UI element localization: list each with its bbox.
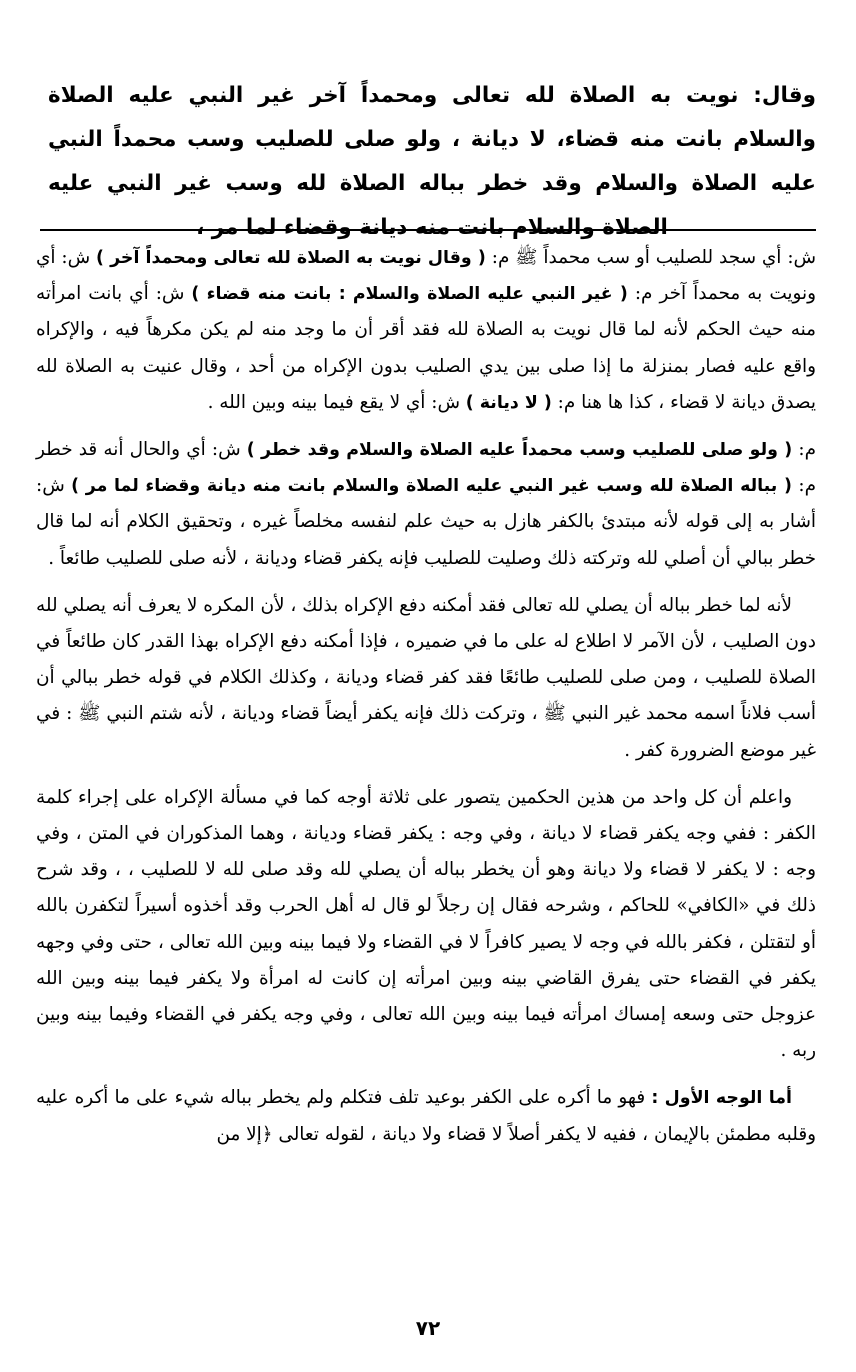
commentary-paragraph-2: م: ( ولو صلى للصليب وسب محمداً عليه الصلاة والسلام وقد خطر ) ش: أي والحال أنه قد خطر م: ( بباله الصلاة لله وسب غير النبي عليه الصلاة والسلام بانت منه ديانة وقضاء لما مر ) ش: أشار به إلى قوله لأنه مبتدئ بالكفر هازل به حيث علم لنفسه مخلصاً غيره ، وتحقيق الكلام أنه لما قال خطر ببالي أن أصلي لله وتركته ذلك وصليت للصليب فإنه يكفر قضاء وديانة ، لأنه صلى للصليب طائعاً . [36, 439, 816, 569]
matn-text: وقال: نويت به الصلاة لله تعالى ومحمداً آخر غير النبي عليه الصلاة والسلام بانت منه قضاء، لا ديانة ، ولو صلى للصليب وسب محمداً النبي عليه الصلاة والسلام وقد خطر بباله الصلاة لله وسب غير النبي عليه الصلاة والسلام بانت منه ديانة وقضاء لما مر ، [48, 83, 816, 240]
commentary-paragraph-3: لأنه لما خطر بباله أن يصلي لله تعالى فقد أمكنه دفع الإكراه بذلك ، لأن المكره لا يعرف أنه يصلي لله دون الصليب ، لأن الآمر لا اطلاع له على ما في ضميره ، فإذا أمكنه دفع الإكراه بهذا القدر كان طائعاً في الصلاة للصليب ، ومن صلى للصليب طائعًا فقد كفر قضاء وديانة ، وكذلك الكلام في قوله خطر ببالي أن أسب فلاناً اسمه محمد غير النبي ﷺ ، وتركت ذلك فإنه يكفر أيضاً قضاء وديانة ، لأنه شتم النبي ﷺ : في غير موضع الضرورة كفر . [36, 594, 816, 761]
commentary-paragraph-1: ش: أي سجد للصليب أو سب محمداً ﷺ م: ( وقال نويت به الصلاة لله تعالى ومحمداً آخر ) ش: أي ونويت به محمداً آخر م: ( غير النبي عليه الصلاة والسلام : بانت منه قضاء ) ش: أي بانت امرأته منه حيث الحكم لأنه لما قال نويت به الصلاة لله فقد أقر أن ما وجد منه لم يكن مكرهاً فيه ، والإكراه واقع عليه فصار بمنزلة ما إذا صلى بين يدي الصليب بدون الإكراه من أحد ، وقال عنيت به الصلاة لله يصدق ديانة لا قضاء ، كذا ها هنا م: ( لا ديانة ) ش: أي لا يقع فيما بينه وبين الله . [36, 247, 816, 413]
commentary-paragraph-4: واعلم أن كل واحد من هذين الحكمين يتصور على ثلاثة أوجه كما في مسألة الإكراه على إجراء كلمة الكفر : ففي وجه يكفر قضاء لا ديانة ، وفي وجه : يكفر قضاء وديانة ، وهما المذكوران في المتن ، وفي وجه : لا يكفر لا قضاء ولا ديانة وهو أن يخطر بباله أن يصلي لله وقد صلى لله لا للصليب ، ، وقد شرح ذلك في «الكافي» للحاكم ، وشرحه فقال إن رجلاً لو قال له أهل الحرب وقد أخذوه أسيراً لتكفرن بالله أو لتقتلن ، فكفر بالله في وجه لا يصير كافراً لا في القضاء ولا فيما بينه وبين الله تعالى ، حتى وفي وجهه يكفر في القضاء حتى يفرق القاضي بينه وبين امرأته إن كانت له امرأة ولا يكفر فيما بينه وبين الله عزوجل حتى وسعه إمساك امرأته فيما بينه وبين الله تعالى ، وفي وجه يكفر في القضاء وفيما بينه وبين ربه . [36, 786, 816, 1062]
commentary-paragraph-5: أما الوجه الأول : فهو ما أكره على الكفر بوعيد تلف فتكلم ولم يخطر بباله شيء على ما أكره عليه وقلبه مطمئن بالإيمان ، ففيه لا يكفر أصلاً لا قضاء ولا ديانة ، لقوله تعالى ﴿إلا من [36, 1087, 816, 1145]
page-number: ٧٢ [415, 1316, 441, 1340]
commentary [36, 240, 816, 1164]
separator-rule [40, 229, 816, 231]
